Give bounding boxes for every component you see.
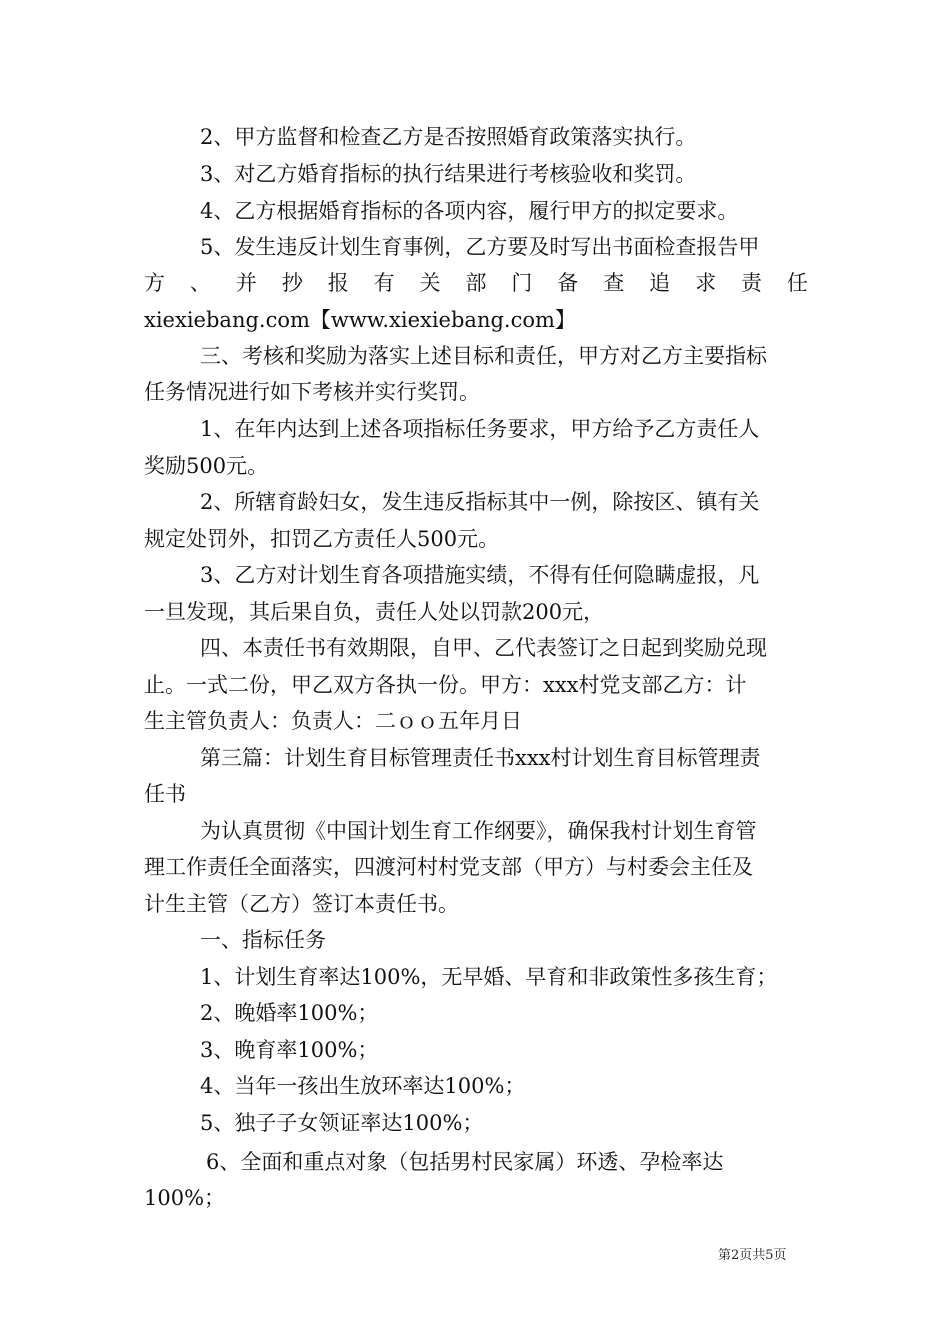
paragraph-line: 三、考核和奖励为落实上述目标和责任，甲方对乙方主要指标 <box>200 344 767 368</box>
paragraph-line: 2、甲方监督和检查乙方是否按照婚育政策落实执行。 <box>200 125 697 149</box>
justified-char: 抄 <box>281 271 303 295</box>
paragraph-line: 1、在年内达到上述各项指标任务要求，甲方给予乙方责任人 <box>200 417 760 441</box>
paragraph-line: 规定处罚外，扣罚乙方责任人500元。 <box>144 527 500 551</box>
list-item: 4、当年一孩出生放环率达100%； <box>200 1074 526 1098</box>
justified-char: 查 <box>603 271 625 295</box>
justified-char: 任 <box>786 271 808 295</box>
justified-char: 追 <box>649 271 671 295</box>
list-item: 3、晚育率100%； <box>200 1038 379 1062</box>
justified-char: 报 <box>327 271 349 295</box>
justified-char: 方 <box>144 271 165 295</box>
subheading-line: 一、指标任务 <box>200 928 326 952</box>
justified-char: 部 <box>465 271 487 295</box>
list-item: 5、独子子女领证率达100%； <box>200 1111 484 1135</box>
section-heading-line: 任书 <box>144 782 186 806</box>
justified-char: 求 <box>695 271 717 295</box>
paragraph-line: 2、所辖育龄妇女，发生违反指标其中一例，除按区、镇有关 <box>200 490 760 514</box>
paragraph-line: 奖励500元。 <box>144 454 269 478</box>
justified-char: 、 <box>189 271 211 295</box>
section-heading-line: 第三篇：计划生育目标管理责任书xxx村计划生育目标管理责 <box>200 746 761 770</box>
paragraph-line: 计生主管（乙方）签订本责任书。 <box>144 892 459 916</box>
paragraph-line-link: xiexiebang.com【www.xiexiebang.com】 <box>144 308 576 332</box>
justified-char: 关 <box>419 271 441 295</box>
justified-char: 备 <box>557 271 579 295</box>
list-item: 2、晚婚率100%； <box>200 1001 379 1025</box>
page-number-footer: 第2页共5页 <box>718 1248 787 1263</box>
paragraph-line: 4、乙方根据婚育指标的各项内容，履行甲方的拟定要求。 <box>200 199 739 223</box>
paragraph-line-justified <box>144 268 808 298</box>
list-item-continuation: 100%； <box>144 1186 226 1210</box>
justified-char: 有 <box>373 271 395 295</box>
list-item: 6、全面和重点对象（包括男村民家属）环透、孕检率达 <box>206 1150 724 1174</box>
justified-char: 门 <box>511 271 533 295</box>
justified-char: 并 <box>235 271 257 295</box>
paragraph-line: 5、发生违反计划生育事例，乙方要及时写出书面检查报告甲 <box>200 235 760 259</box>
paragraph-line: 四、本责任书有效期限，自甲、乙代表签订之日起到奖励兑现 <box>200 636 767 660</box>
paragraph-line: 任务情况进行如下考核并实行奖罚。 <box>144 380 480 404</box>
paragraph-line: 止。一式二份，甲乙双方各执一份。甲方：xxx村党支部乙方：计 <box>144 673 747 697</box>
list-item: 1、计划生育率达100%，无早婚、早育和非政策性多孩生育； <box>200 965 778 989</box>
paragraph-line: 3、对乙方婚育指标的执行结果进行考核验收和奖罚。 <box>200 162 697 186</box>
paragraph-line: 理工作责任全面落实，四渡河村村党支部（甲方）与村委会主任及 <box>144 855 753 879</box>
paragraph-line: 为认真贯彻《中国计划生育工作纲要》，确保我村计划生育管 <box>200 819 757 843</box>
paragraph-line: 生主管负责人：负责人：二ｏｏ五年月日 <box>144 709 522 733</box>
justified-char: 责 <box>740 271 762 295</box>
paragraph-line: 一旦发现，其后果自负，责任人处以罚款200元， <box>144 600 605 624</box>
paragraph-line: 3、乙方对计划生育各项措施实绩，不得有任何隐瞒虚报，凡 <box>200 563 760 587</box>
